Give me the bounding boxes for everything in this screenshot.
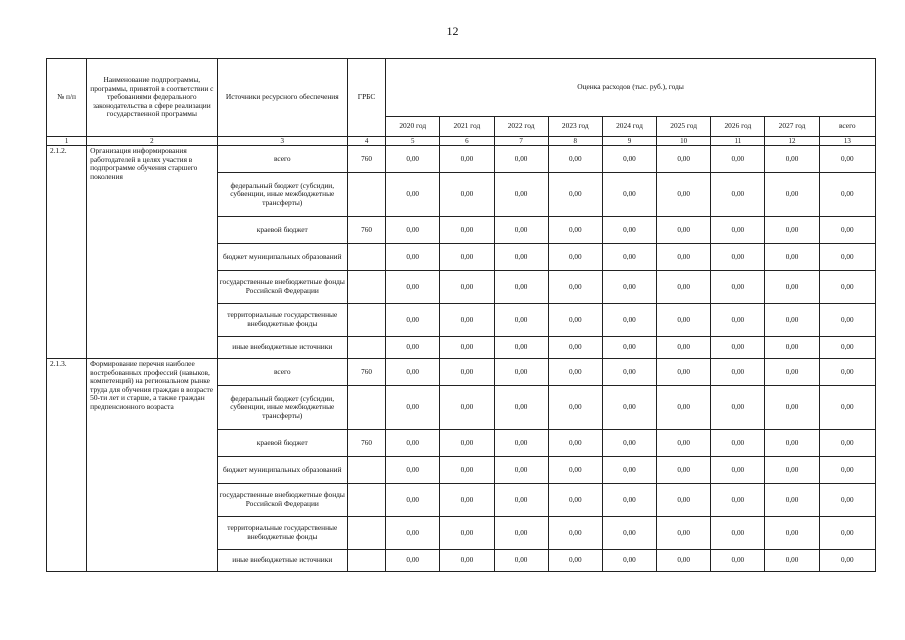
column-index: 1: [47, 137, 87, 146]
year-value: 0,00: [386, 173, 440, 217]
year-value: 0,00: [386, 304, 440, 337]
year-value: 0,00: [386, 484, 440, 517]
year-value: 0,00: [657, 337, 711, 359]
year-value: 0,00: [386, 517, 440, 550]
table-row: [47, 359, 876, 386]
grbs-code: [348, 337, 386, 359]
year-value: 0,00: [494, 550, 548, 572]
column-index: 9: [602, 137, 656, 146]
year-value: 0,00: [548, 386, 602, 430]
header-grbs: ГРБС: [348, 59, 386, 137]
header-total: всего: [819, 117, 875, 137]
year-value: 0,00: [657, 304, 711, 337]
year-value: 0,00: [765, 359, 819, 386]
year-value: 0,00: [440, 517, 494, 550]
column-index: 8: [548, 137, 602, 146]
grbs-code: [348, 244, 386, 271]
year-value: 0,00: [548, 146, 602, 173]
year-value: 0,00: [440, 550, 494, 572]
year-value: 0,00: [386, 359, 440, 386]
header-year: 2023 год: [548, 117, 602, 137]
year-value: 0,00: [494, 173, 548, 217]
year-value: 0,00: [440, 271, 494, 304]
year-value: 0,00: [386, 457, 440, 484]
grbs-code: 760: [348, 359, 386, 386]
column-index: 2: [87, 137, 217, 146]
section-name: Формирование перечня наиболее востребованных профессий (навыков, компетенций) на региональном рынке труда для обучения граждан в возрасте 50-ти лет и старше, а также граждан предпенсионного возраста: [87, 359, 217, 572]
grbs-code: 760: [348, 217, 386, 244]
year-value: 0,00: [657, 217, 711, 244]
year-value: 0,00: [494, 386, 548, 430]
year-value: 0,00: [494, 271, 548, 304]
grbs-code: [348, 517, 386, 550]
header-year: 2026 год: [711, 117, 765, 137]
year-value: 0,00: [494, 217, 548, 244]
year-value: 0,00: [711, 244, 765, 271]
budget-table: [46, 58, 876, 572]
section-number: 2.1.2.: [47, 146, 87, 359]
year-value: 0,00: [440, 244, 494, 271]
total-value: 0,00: [819, 304, 875, 337]
year-value: 0,00: [548, 550, 602, 572]
year-value: 0,00: [440, 386, 494, 430]
year-value: 0,00: [494, 430, 548, 457]
year-value: 0,00: [440, 359, 494, 386]
year-value: 0,00: [711, 550, 765, 572]
grbs-code: 760: [348, 146, 386, 173]
year-value: 0,00: [548, 457, 602, 484]
year-value: 0,00: [711, 457, 765, 484]
header-year: 2020 год: [386, 117, 440, 137]
year-value: 0,00: [602, 337, 656, 359]
year-value: 0,00: [494, 337, 548, 359]
grbs-code: [348, 484, 386, 517]
year-value: 0,00: [494, 517, 548, 550]
header-num: № п/п: [47, 59, 87, 137]
header-year: 2027 год: [765, 117, 819, 137]
year-value: 0,00: [548, 359, 602, 386]
year-value: 0,00: [711, 359, 765, 386]
table-row: [47, 146, 876, 173]
year-value: 0,00: [386, 386, 440, 430]
year-value: 0,00: [602, 517, 656, 550]
year-value: 0,00: [765, 457, 819, 484]
funding-source: федеральный бюджет (субсидии, субвенции, иные межбюджетные трансферты): [217, 173, 347, 217]
funding-source: иные внебюджетные источники: [217, 550, 347, 572]
year-value: 0,00: [386, 337, 440, 359]
column-index: 12: [765, 137, 819, 146]
funding-source: всего: [217, 359, 347, 386]
year-value: 0,00: [548, 173, 602, 217]
year-value: 0,00: [440, 146, 494, 173]
total-value: 0,00: [819, 146, 875, 173]
year-value: 0,00: [657, 386, 711, 430]
year-value: 0,00: [711, 146, 765, 173]
year-value: 0,00: [711, 337, 765, 359]
year-value: 0,00: [765, 173, 819, 217]
column-index: 3: [217, 137, 347, 146]
column-index: 5: [386, 137, 440, 146]
year-value: 0,00: [711, 430, 765, 457]
year-value: 0,00: [494, 244, 548, 271]
year-value: 0,00: [657, 484, 711, 517]
year-value: 0,00: [602, 359, 656, 386]
year-value: 0,00: [548, 484, 602, 517]
total-value: 0,00: [819, 430, 875, 457]
year-value: 0,00: [765, 386, 819, 430]
year-value: 0,00: [711, 386, 765, 430]
year-value: 0,00: [548, 337, 602, 359]
year-value: 0,00: [386, 217, 440, 244]
year-value: 0,00: [602, 271, 656, 304]
year-value: 0,00: [765, 304, 819, 337]
year-value: 0,00: [765, 337, 819, 359]
year-value: 0,00: [765, 271, 819, 304]
total-value: 0,00: [819, 457, 875, 484]
total-value: 0,00: [819, 386, 875, 430]
year-value: 0,00: [548, 430, 602, 457]
total-value: 0,00: [819, 337, 875, 359]
funding-source: территориальные государственные внебюджетные фонды: [217, 517, 347, 550]
funding-source: краевой бюджет: [217, 217, 347, 244]
header-year: 2022 год: [494, 117, 548, 137]
year-value: 0,00: [602, 217, 656, 244]
column-index: 11: [711, 137, 765, 146]
year-value: 0,00: [657, 457, 711, 484]
table-body: [47, 146, 876, 572]
year-value: 0,00: [711, 173, 765, 217]
year-value: 0,00: [494, 304, 548, 337]
funding-source: федеральный бюджет (субсидии, субвенции, иные межбюджетные трансферты): [217, 386, 347, 430]
year-value: 0,00: [494, 457, 548, 484]
year-value: 0,00: [602, 430, 656, 457]
funding-source: государственные внебюджетные фонды Российской Федерации: [217, 271, 347, 304]
total-value: 0,00: [819, 217, 875, 244]
column-index: 7: [494, 137, 548, 146]
total-value: 0,00: [819, 550, 875, 572]
header-name: Наименование подпрограммы, программы, принятой в соответствии с требованиями федерального законодательства в сфере реализации государственной программы: [87, 59, 217, 137]
funding-source: бюджет муниципальных образований: [217, 244, 347, 271]
year-value: 0,00: [602, 484, 656, 517]
funding-source: бюджет муниципальных образований: [217, 457, 347, 484]
column-index: 6: [440, 137, 494, 146]
column-index: 13: [819, 137, 875, 146]
year-value: 0,00: [386, 244, 440, 271]
year-value: 0,00: [765, 146, 819, 173]
header-estimate: Оценка расходов (тыс. руб.), годы: [386, 59, 876, 117]
total-value: 0,00: [819, 517, 875, 550]
year-value: 0,00: [657, 550, 711, 572]
year-value: 0,00: [711, 517, 765, 550]
year-value: 0,00: [386, 430, 440, 457]
funding-source: всего: [217, 146, 347, 173]
grbs-code: 760: [348, 430, 386, 457]
total-value: 0,00: [819, 271, 875, 304]
year-value: 0,00: [548, 217, 602, 244]
grbs-code: [348, 271, 386, 304]
header-year: 2025 год: [657, 117, 711, 137]
year-value: 0,00: [440, 217, 494, 244]
year-value: 0,00: [657, 271, 711, 304]
year-value: 0,00: [494, 359, 548, 386]
year-value: 0,00: [602, 146, 656, 173]
year-value: 0,00: [657, 517, 711, 550]
year-value: 0,00: [548, 244, 602, 271]
year-value: 0,00: [657, 244, 711, 271]
year-value: 0,00: [386, 271, 440, 304]
column-index: 4: [348, 137, 386, 146]
year-value: 0,00: [602, 244, 656, 271]
year-value: 0,00: [494, 484, 548, 517]
total-value: 0,00: [819, 484, 875, 517]
year-value: 0,00: [548, 517, 602, 550]
header-source: Источники ресурсного обеспечения: [217, 59, 347, 137]
year-value: 0,00: [657, 173, 711, 217]
grbs-code: [348, 304, 386, 337]
year-value: 0,00: [711, 304, 765, 337]
total-value: 0,00: [819, 359, 875, 386]
year-value: 0,00: [440, 430, 494, 457]
year-value: 0,00: [440, 304, 494, 337]
year-value: 0,00: [548, 304, 602, 337]
year-value: 0,00: [440, 484, 494, 517]
year-value: 0,00: [765, 217, 819, 244]
funding-source: территориальные государственные внебюджетные фонды: [217, 304, 347, 337]
column-index: 10: [657, 137, 711, 146]
year-value: 0,00: [440, 457, 494, 484]
page-number: 12: [446, 24, 459, 38]
funding-source: краевой бюджет: [217, 430, 347, 457]
year-value: 0,00: [602, 550, 656, 572]
year-value: 0,00: [602, 386, 656, 430]
grbs-code: [348, 386, 386, 430]
header-year: 2024 год: [602, 117, 656, 137]
year-value: 0,00: [602, 304, 656, 337]
year-value: 0,00: [657, 430, 711, 457]
year-value: 0,00: [657, 146, 711, 173]
year-value: 0,00: [494, 146, 548, 173]
year-value: 0,00: [765, 430, 819, 457]
year-value: 0,00: [765, 484, 819, 517]
year-value: 0,00: [602, 173, 656, 217]
year-value: 0,00: [765, 244, 819, 271]
header-year: 2021 год: [440, 117, 494, 137]
year-value: 0,00: [548, 271, 602, 304]
year-value: 0,00: [440, 337, 494, 359]
year-value: 0,00: [765, 550, 819, 572]
year-value: 0,00: [386, 550, 440, 572]
grbs-code: [348, 457, 386, 484]
total-value: 0,00: [819, 173, 875, 217]
total-value: 0,00: [819, 244, 875, 271]
year-value: 0,00: [386, 146, 440, 173]
funding-source: иные внебюджетные источники: [217, 337, 347, 359]
year-value: 0,00: [602, 457, 656, 484]
grbs-code: [348, 173, 386, 217]
year-value: 0,00: [711, 484, 765, 517]
year-value: 0,00: [765, 517, 819, 550]
year-value: 0,00: [711, 271, 765, 304]
grbs-code: [348, 550, 386, 572]
year-value: 0,00: [657, 359, 711, 386]
section-number: 2.1.3.: [47, 359, 87, 572]
section-name: Организация информирования работодателей в целях участия в подпрограмме обучения старшего поколения: [87, 146, 217, 359]
year-value: 0,00: [711, 217, 765, 244]
year-value: 0,00: [440, 173, 494, 217]
funding-source: государственные внебюджетные фонды Российской Федерации: [217, 484, 347, 517]
